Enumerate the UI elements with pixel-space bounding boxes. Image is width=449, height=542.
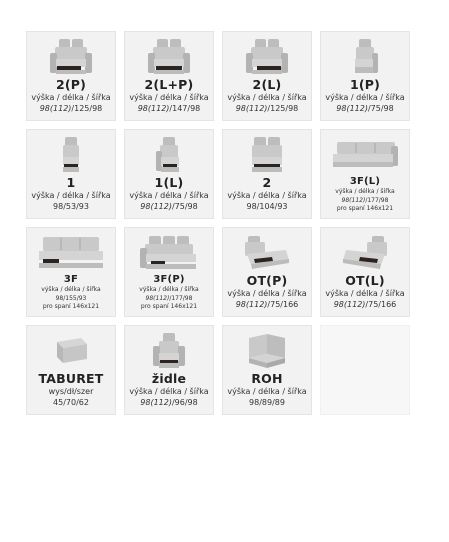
sleeping-area-note: pro spaní 146x121: [336, 205, 394, 212]
chair-icon: [125, 330, 213, 370]
dimension-label: výška / délka / šířka: [31, 93, 111, 102]
corner-icon: [223, 330, 311, 370]
product-tile[interactable]: [26, 31, 116, 121]
product-tile[interactable]: [320, 227, 410, 317]
dimension-label: výška / délka / šířka: [129, 387, 209, 396]
product-code: OT(L): [345, 273, 385, 288]
product-code: OT(P): [246, 273, 288, 288]
seat-1-icon: [27, 134, 115, 174]
dimension-label: výška / délka / šířka: [139, 286, 199, 293]
dimension-values: 98/155/93: [55, 294, 87, 302]
product-tile[interactable]: [124, 227, 214, 317]
chaise-icon: [321, 232, 409, 272]
chaise-icon: [223, 232, 311, 272]
dimension-values: 45/70/62: [53, 398, 89, 407]
product-code: 1(L): [154, 175, 184, 190]
product-code: 2(P): [55, 77, 87, 92]
dimension-values: 98(112)/177/98: [145, 294, 193, 302]
product-code: 3F(L): [349, 176, 381, 187]
sofa-bed-icon: [27, 232, 115, 272]
dimension-label: výška / délka / šířka: [227, 191, 307, 200]
product-code: 1(P): [349, 77, 381, 92]
product-code: 1: [66, 175, 76, 190]
product-tile[interactable]: [26, 227, 116, 317]
dimension-label: výška / délka / šířka: [227, 93, 307, 102]
sofa-2-icon: [27, 36, 115, 76]
product-code: židle: [151, 371, 187, 386]
sofa-bed-icon: [125, 232, 213, 272]
sleeping-area-note: pro spaní 146x121: [140, 303, 198, 310]
ottoman-icon: [27, 330, 115, 370]
product-tile[interactable]: [124, 31, 214, 121]
product-code: 2(L+P): [144, 77, 194, 92]
product-code: TABURET: [38, 371, 104, 386]
dimension-values: 98(112)/75/98: [336, 104, 394, 113]
sofa-2-icon: [125, 36, 213, 76]
dimension-values: 98(112)/75/166: [333, 300, 397, 309]
dimension-label: výška / délka / šířka: [325, 289, 405, 298]
dimension-label: výška / délka / šířka: [227, 289, 307, 298]
product-code: ROH: [251, 371, 283, 386]
dimension-label: výška / délka / šířka: [325, 93, 405, 102]
dimension-values: 98(112)/75/166: [235, 300, 299, 309]
white-overlay: [158, 446, 336, 468]
product-tile[interactable]: [26, 129, 116, 219]
product-tile[interactable]: [222, 227, 312, 317]
dimension-values: 98(112)/96/98: [140, 398, 198, 407]
dimension-values: 98(112)/147/98: [137, 104, 201, 113]
product-code: 3F: [63, 274, 79, 285]
product-grid: [26, 31, 416, 415]
sofa-2-icon: [223, 134, 311, 174]
sofa-bed-icon: [321, 134, 409, 174]
seat-1-icon: [125, 134, 213, 174]
dimension-label: výška / délka / šířka: [335, 188, 395, 195]
dimension-values: 98(112)/125/98: [39, 104, 103, 113]
product-tile[interactable]: [26, 325, 116, 415]
dimension-values: 98/53/93: [53, 202, 89, 211]
product-tile[interactable]: [124, 129, 214, 219]
sleeping-area-note: pro spaní 146x121: [42, 303, 100, 310]
dimension-label: výška / délka / šířka: [31, 191, 111, 200]
product-tile[interactable]: [222, 325, 312, 415]
white-overlay: [166, 468, 316, 494]
product-tile[interactable]: [320, 129, 410, 219]
dimension-values: 98(112)/125/98: [235, 104, 299, 113]
empty-tile: [320, 325, 410, 415]
dimension-label: wys/dł/szer: [48, 387, 94, 396]
dimension-label: výška / délka / šířka: [129, 93, 209, 102]
dimension-label: výška / délka / šířka: [129, 191, 209, 200]
dimension-values: 98(112)/75/98: [140, 202, 198, 211]
product-tile[interactable]: [222, 31, 312, 121]
product-code: 3F(P): [153, 274, 185, 285]
seat-1-icon: [321, 36, 409, 76]
dimension-values: 98/104/93: [246, 202, 288, 211]
white-overlay: [176, 424, 324, 446]
dimension-values: 98(112)/177/98: [341, 196, 389, 204]
dimension-label: výška / délka / šířka: [41, 286, 101, 293]
product-tile[interactable]: [320, 31, 410, 121]
product-tile[interactable]: [124, 325, 214, 415]
product-tile[interactable]: [222, 129, 312, 219]
product-code: 2: [262, 175, 272, 190]
dimension-label: výška / délka / šířka: [227, 387, 307, 396]
dimension-values: 98/89/89: [249, 398, 285, 407]
sofa-2-icon: [223, 36, 311, 76]
product-code: 2(L): [252, 77, 282, 92]
